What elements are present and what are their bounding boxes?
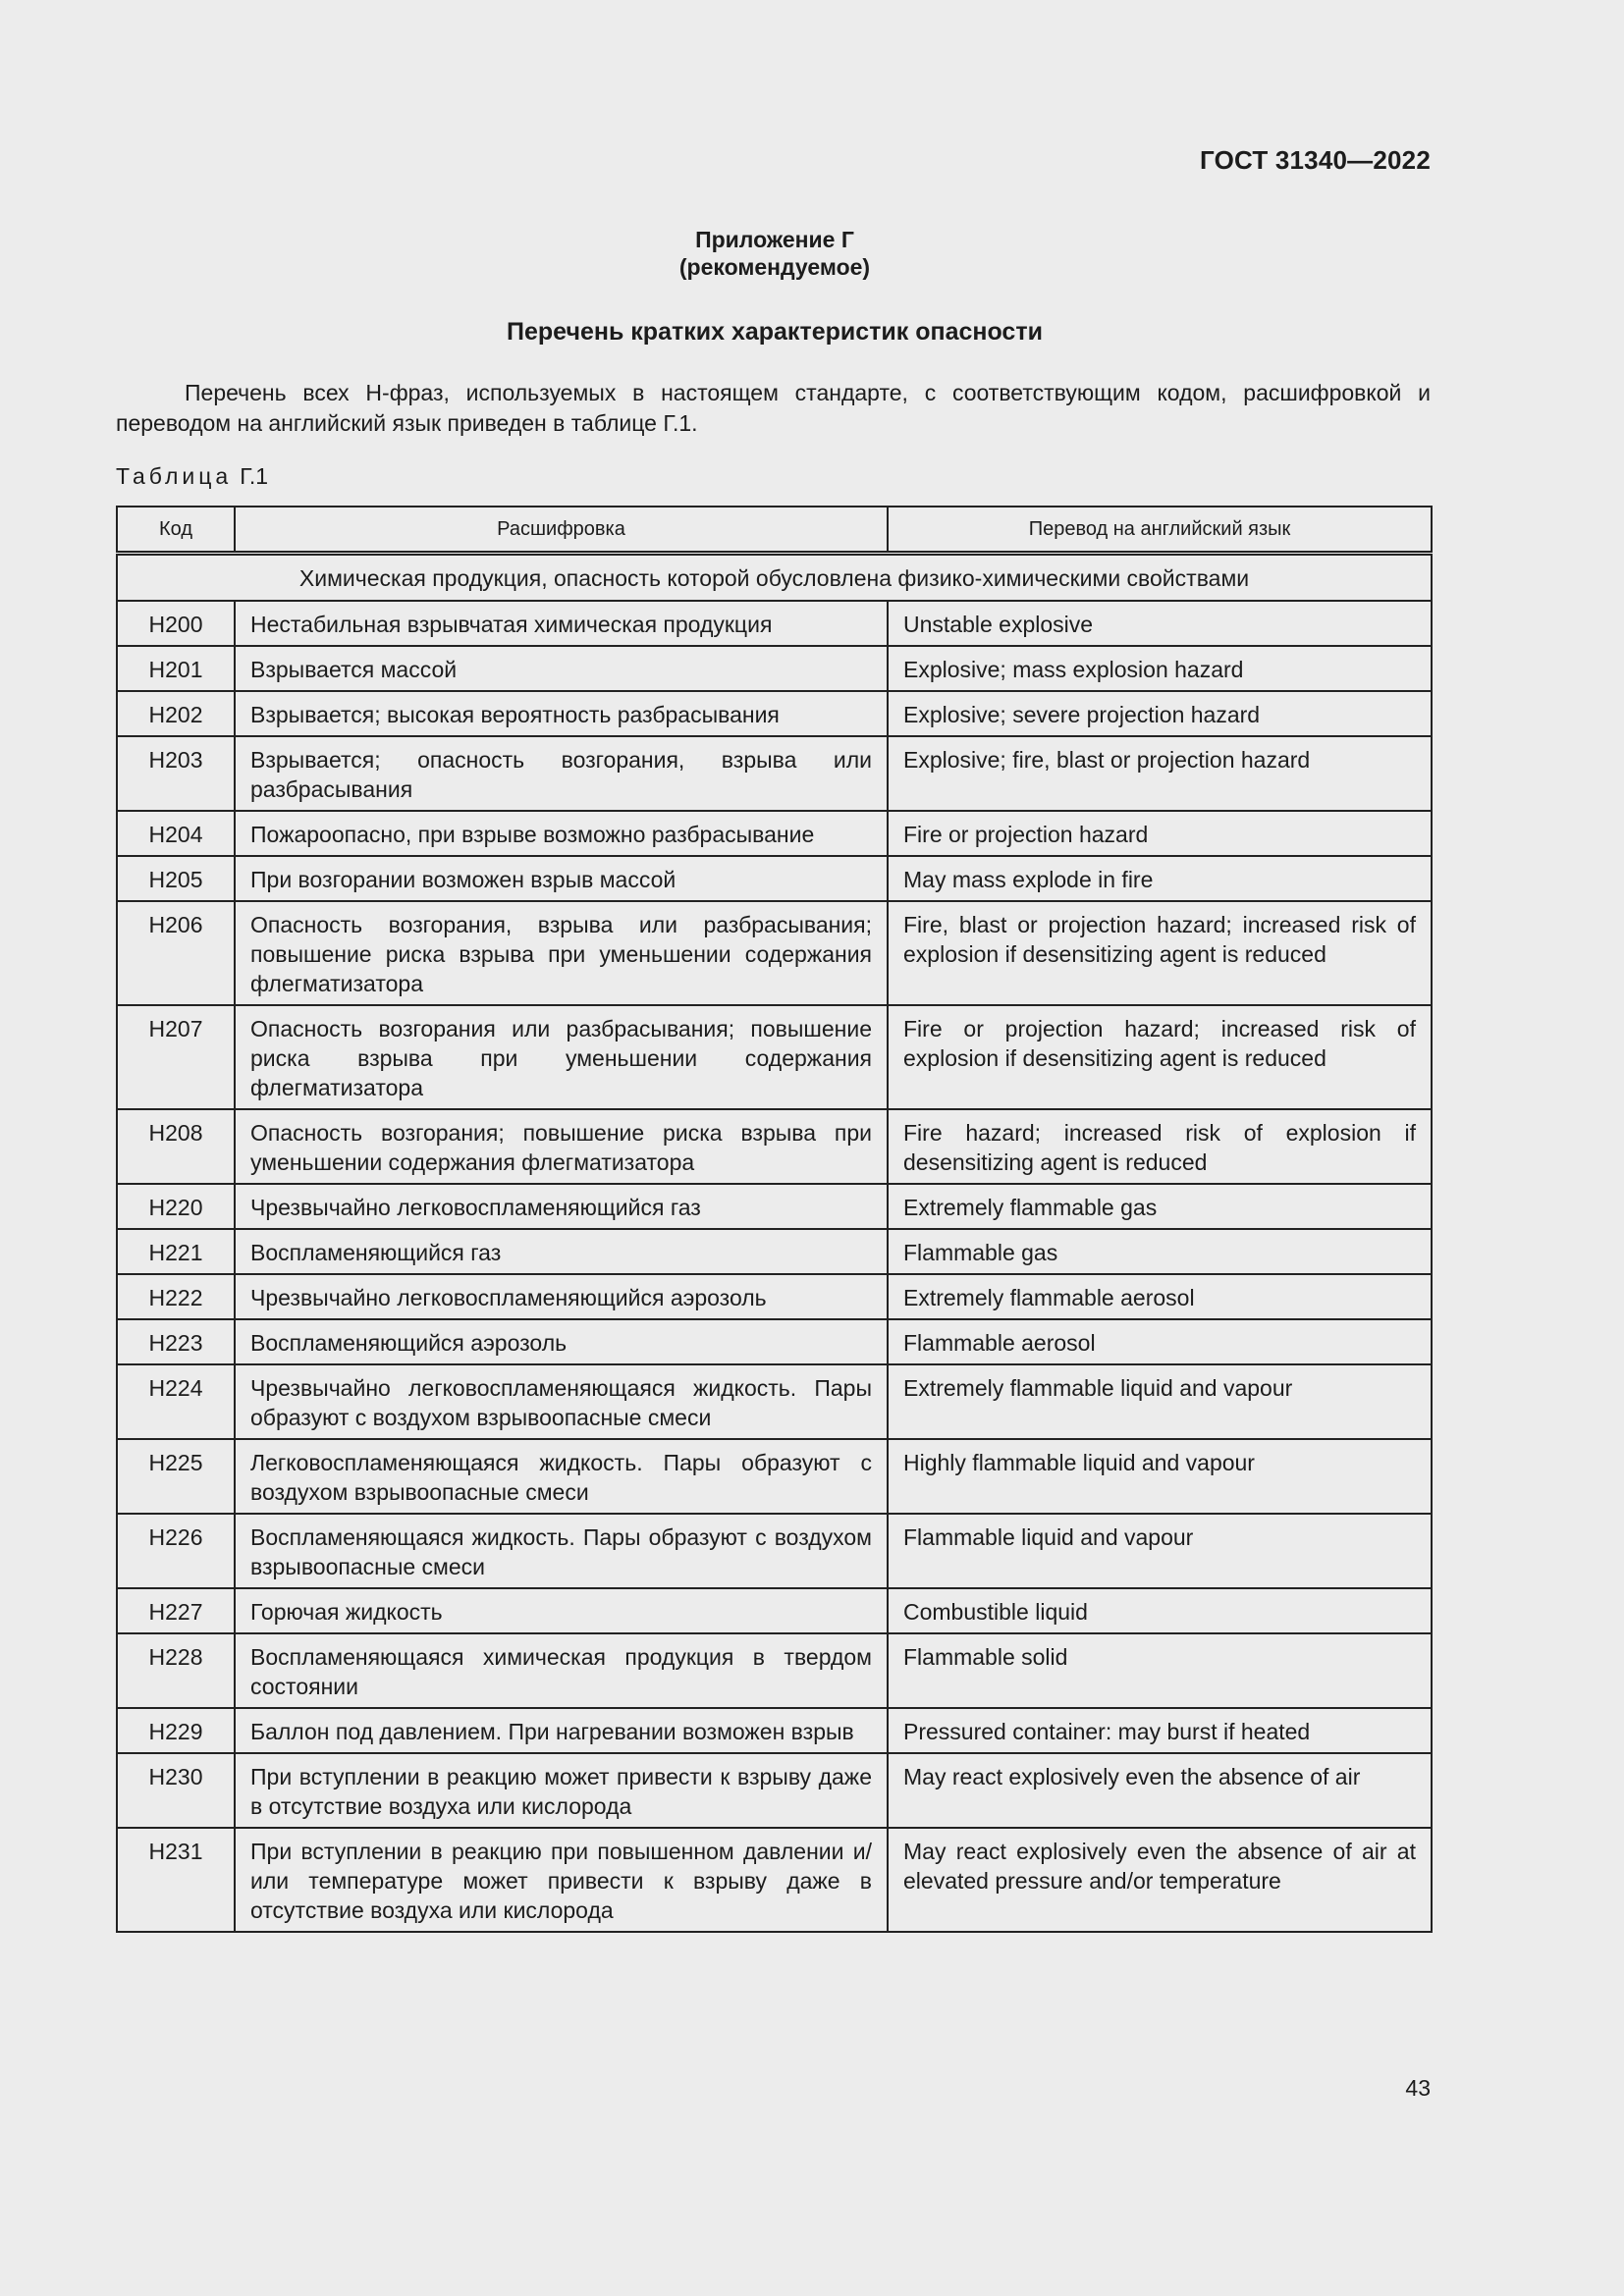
table-row <box>117 901 1432 1005</box>
english-translation-cell: Combustible liquid <box>888 1588 1432 1633</box>
table-row <box>117 856 1432 901</box>
table-row <box>117 1514 1432 1588</box>
english-translation-cell: Extremely flammable liquid and vapour <box>888 1364 1432 1439</box>
table-row <box>117 1828 1432 1932</box>
hazard-code-cell: H231 <box>117 1828 235 1932</box>
russian-decoding-cell: Баллон под давлением. При нагревании возможен взрыв <box>235 1708 888 1753</box>
english-translation-cell: Fire or projection hazard; increased risk of explosion if desensitizing agent is reduced <box>888 1005 1432 1109</box>
section-title: Перечень кратких характеристик опасности <box>507 318 1043 346</box>
table-row <box>117 601 1432 646</box>
hazard-code-cell: H224 <box>117 1364 235 1439</box>
hazard-code-cell: H227 <box>117 1588 235 1633</box>
english-translation-cell: Pressured container: may burst if heated <box>888 1708 1432 1753</box>
russian-decoding-cell: Горючая жидкость <box>235 1588 888 1633</box>
table-row <box>117 811 1432 856</box>
english-translation-cell: May react explosively even the absence of air <box>888 1753 1432 1828</box>
russian-decoding-cell: Нестабильная взрывчатая химическая продукция <box>235 601 888 646</box>
table-row <box>117 1364 1432 1439</box>
english-translation-cell: Fire or projection hazard <box>888 811 1432 856</box>
russian-decoding-cell: Пожароопасно, при взрыве возможно разбрасывание <box>235 811 888 856</box>
table-row <box>117 1109 1432 1184</box>
hazard-code-cell: H205 <box>117 856 235 901</box>
hazard-code-cell: H229 <box>117 1708 235 1753</box>
appendix-heading <box>0 226 1549 281</box>
table-row <box>117 1753 1432 1828</box>
table-row <box>117 691 1432 736</box>
standard-designation: ГОСТ 31340—2022 <box>1200 145 1431 175</box>
table-section-header: Химическая продукция, опасность которой обусловлена физико-химическими свойствами <box>117 554 1432 602</box>
table-row <box>117 1005 1432 1109</box>
english-translation-cell: May mass explode in fire <box>888 856 1432 901</box>
table-row <box>117 646 1432 691</box>
hazard-code-cell: H203 <box>117 736 235 811</box>
english-translation-cell: Highly flammable liquid and vapour <box>888 1439 1432 1514</box>
hazard-code-cell: H225 <box>117 1439 235 1514</box>
table-caption-label: Таблица <box>116 463 233 489</box>
english-translation-cell: Flammable solid <box>888 1633 1432 1708</box>
russian-decoding-cell: Воспламеняющийся газ <box>235 1229 888 1274</box>
column-header-decoding: Расшифровка <box>235 507 888 554</box>
table-row <box>117 1274 1432 1319</box>
russian-decoding-cell: Взрывается массой <box>235 646 888 691</box>
english-translation-cell: May react explosively even the absence of air at elevated pressure and/or temperature <box>888 1828 1432 1932</box>
column-header-code: Код <box>117 507 235 554</box>
hazard-code-cell: H201 <box>117 646 235 691</box>
english-translation-cell: Extremely flammable gas <box>888 1184 1432 1229</box>
table-row <box>117 1708 1432 1753</box>
table-row <box>117 1633 1432 1708</box>
english-translation-cell: Flammable liquid and vapour <box>888 1514 1432 1588</box>
russian-decoding-cell: Взрывается; опасность возгорания, взрыва или разбрасывания <box>235 736 888 811</box>
english-translation-cell: Explosive; mass explosion hazard <box>888 646 1432 691</box>
table-row <box>117 1319 1432 1364</box>
table-caption <box>116 463 268 490</box>
hazard-code-cell: H204 <box>117 811 235 856</box>
table-row <box>117 1439 1432 1514</box>
english-translation-cell: Fire, blast or projection hazard; increased risk of explosion if desensitizing agent is reduced <box>888 901 1432 1005</box>
english-translation-cell: Flammable aerosol <box>888 1319 1432 1364</box>
russian-decoding-cell: Опасность возгорания или разбрасывания; повышение риска взрыва при уменьшении содержания флегматизатора <box>235 1005 888 1109</box>
russian-decoding-cell: Воспламеняющийся аэрозоль <box>235 1319 888 1364</box>
hazard-code-cell: H223 <box>117 1319 235 1364</box>
hazard-code-cell: H208 <box>117 1109 235 1184</box>
russian-decoding-cell: Чрезвычайно легковоспламеняющийся газ <box>235 1184 888 1229</box>
russian-decoding-cell: При вступлении в реакцию при повышенном давлении и/или температуре может привести к взрыву даже в отсутствие воздуха или кислорода <box>235 1828 888 1932</box>
hazard-code-cell: H228 <box>117 1633 235 1708</box>
russian-decoding-cell: Воспламеняющаяся жидкость. Пары образуют с воздухом взрывоопасные смеси <box>235 1514 888 1588</box>
russian-decoding-cell: Опасность возгорания; повышение риска взрыва при уменьшении содержания флегматизатора <box>235 1109 888 1184</box>
table-section-row <box>117 554 1432 602</box>
appendix-title: Приложение Г <box>695 227 854 252</box>
appendix-status: (рекомендуемое) <box>678 254 871 280</box>
russian-decoding-cell: Воспламеняющаяся химическая продукция в твердом состоянии <box>235 1633 888 1708</box>
english-translation-cell: Explosive; fire, blast or projection hazard <box>888 736 1432 811</box>
h-phrases-table <box>116 506 1433 1933</box>
english-translation-cell: Explosive; severe projection hazard <box>888 691 1432 736</box>
russian-decoding-cell: Опасность возгорания, взрыва или разбрасывания; повышение риска взрыва при уменьшении содержания флегматизатора <box>235 901 888 1005</box>
russian-decoding-cell: При вступлении в реакцию может привести к взрыву даже в отсутствие воздуха или кислорода <box>235 1753 888 1828</box>
table-header-row <box>117 507 1432 554</box>
hazard-code-cell: H221 <box>117 1229 235 1274</box>
hazard-code-cell: H222 <box>117 1274 235 1319</box>
hazard-code-cell: H200 <box>117 601 235 646</box>
table-row <box>117 1184 1432 1229</box>
table-row <box>117 1229 1432 1274</box>
russian-decoding-cell: Взрывается; высокая вероятность разбрасывания <box>235 691 888 736</box>
intro-paragraph: Перечень всех Н-фраз, используемых в настоящем стандарте, с соответствующим кодом, расшифровкой и переводом на английский язык приведен в таблице Г.1. <box>116 380 1431 436</box>
russian-decoding-cell: Чрезвычайно легковоспламеняющийся аэрозоль <box>235 1274 888 1319</box>
page-number: 43 <box>1405 2075 1431 2101</box>
russian-decoding-cell: При возгорании возможен взрыв массой <box>235 856 888 901</box>
table-row <box>117 1588 1432 1633</box>
hazard-code-cell: H206 <box>117 901 235 1005</box>
hazard-code-cell: H207 <box>117 1005 235 1109</box>
hazard-code-cell: H226 <box>117 1514 235 1588</box>
english-translation-cell: Fire hazard; increased risk of explosion if desensitizing agent is reduced <box>888 1109 1432 1184</box>
hazard-code-cell: H202 <box>117 691 235 736</box>
english-translation-cell: Unstable explosive <box>888 601 1432 646</box>
hazard-code-cell: H230 <box>117 1753 235 1828</box>
russian-decoding-cell: Легковоспламеняющаяся жидкость. Пары образуют с воздухом взрывоопасные смеси <box>235 1439 888 1514</box>
russian-decoding-cell: Чрезвычайно легковоспламеняющаяся жидкость. Пары образуют с воздухом взрывоопасные смеси <box>235 1364 888 1439</box>
column-header-translation: Перевод на английский язык <box>888 507 1432 554</box>
english-translation-cell: Extremely flammable aerosol <box>888 1274 1432 1319</box>
english-translation-cell: Flammable gas <box>888 1229 1432 1274</box>
hazard-code-cell: H220 <box>117 1184 235 1229</box>
table-row <box>117 736 1432 811</box>
table-caption-number: Г.1 <box>240 463 269 489</box>
